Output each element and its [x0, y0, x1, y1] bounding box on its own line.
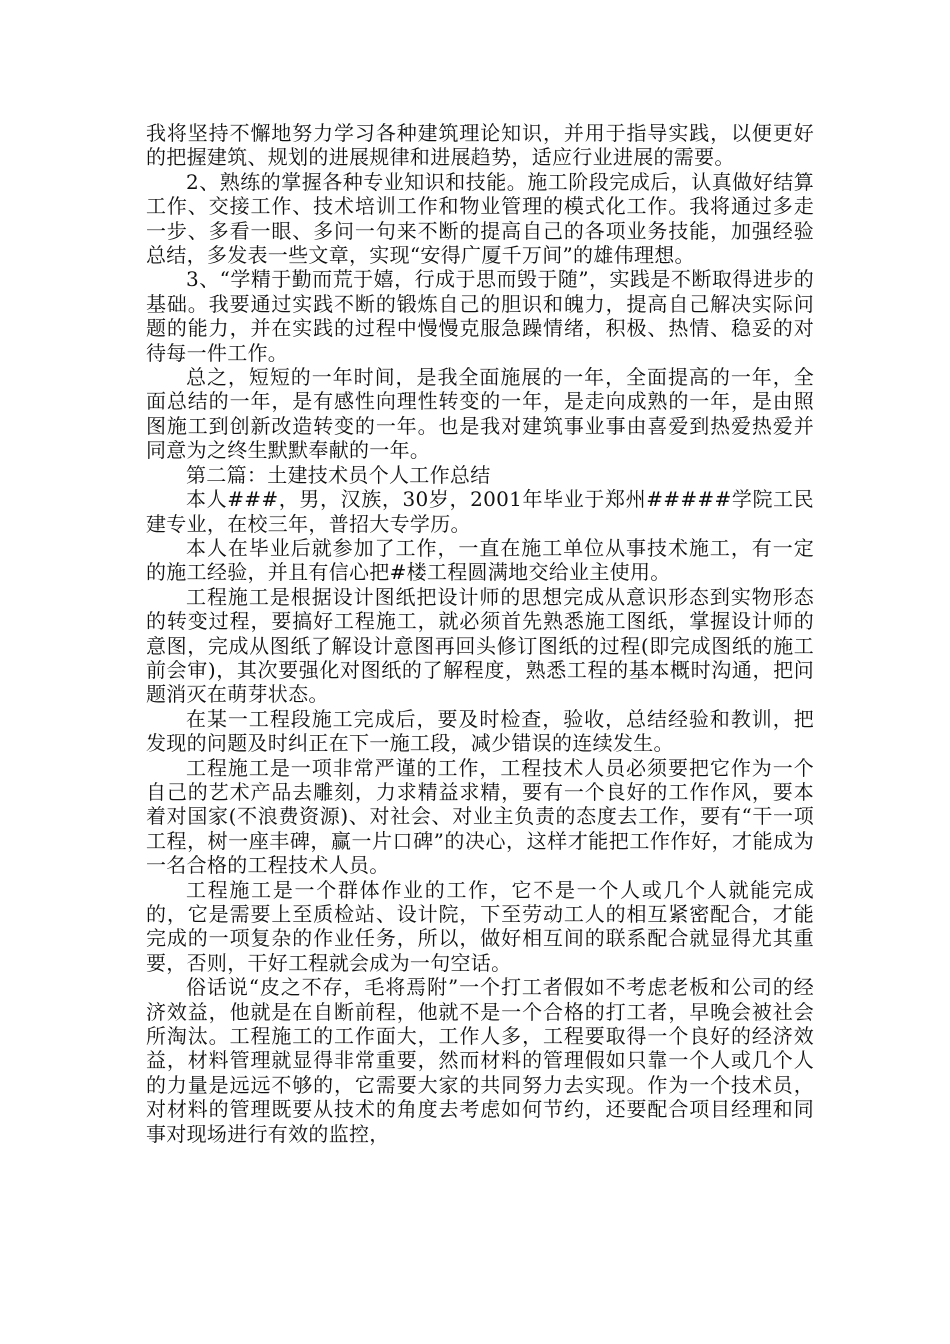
paragraph-experience: 本人在毕业后就参加了工作，一直在施工单位从事技术施工，有一定的施工经验，并且有信心把#楼工程圆满地交给业主使用。 [146, 535, 814, 585]
section-heading: 第二篇：土建技术员个人工作总结 [186, 462, 491, 487]
paragraph-summary: 总之，短短的一年时间，是我全面施展的一年，全面提高的一年，全面总结的一年，是有感性向理性转变的一年，是走向成熟的一年，是由照图施工到创新改造转变的一年。也是我对建筑事业事由喜爱到热爱热爱并同意为之终生默默奉献的一年。 [146, 365, 814, 463]
paragraph-continuation: 我将坚持不懈地努力学习各种建筑理论知识，并用于指导实践，以便更好的把握建筑、规划的进展规律和进展趋势，适应行业进展的需要。 [146, 121, 814, 170]
paragraph-inspection: 在某一工程段施工完成后，要及时检查，验收，总结经验和教训，把发现的问题及时纠正在下一施工段，减少错误的连续发生。 [146, 706, 814, 756]
document-body [146, 121, 814, 1146]
paragraph-item-2: 2、熟练的掌握各种专业知识和技能。施工阶段完成后，认真做好结算工作、交接工作、技术培训工作和物业管理的模式化工作。我将通过多走一步、多看一眼、多问一句来不断的提高自己的各项业务技能，加强经验总结，多发表一些文章，实现“安得广厦千万间”的雄伟理想。 [146, 169, 814, 268]
paragraph-item-3: 3、“学精于勤而荒于嬉，行成于思而毁于随”，实践是不断取得进步的基础。我要通过实践不断的锻炼自己的胆识和魄力，提高自己解决实际问题的能力，并在实践的过程中慢慢克服急躁情绪，积极、热情、稳妥的对待每一件工作。 [146, 267, 814, 365]
paragraph-drawings: 工程施工是根据设计图纸把设计师的思想完成从意识形态到实物形态的转变过程，要搞好工程施工，就必须首先熟悉施工图纸，掌握设计师的意图，完成从图纸了解设计意图再回头修订图纸的过程(即完成图纸的施工前会审)，其次要强化对图纸的了解程度，熟悉工程的基本概时沟通，把问题消灭在萌芽状态。 [146, 584, 814, 707]
paragraph-materials: 俗话说“皮之不存，毛将焉附”一个打工者假如不考虑老板和公司的经济效益，他就是在自断前程，他就不是一个合格的打工者，早晚会被社会所淘汰。工程施工的工作面大，工作人多，工程要取得一个良好的经济效益，材料管理就显得非常重要，然而材料的管理假如只靠一个人或几个人的力量是远远不够的，它需要大家的共同努力去实现。作为一个技术员，对材料的管理既要从技术的角度去考虑如何节约，还要配合项目经理和同事对现场进行有效的监控， [146, 975, 814, 1146]
paragraph-teamwork: 工程施工是一个群体作业的工作，它不是一个人或几个人就能完成的，它是需要上至质检站、设计院，下至劳动工人的相互紧密配合，才能完成的一项复杂的作业任务，所以，做好相互间的联系配合就显得尤其重要，否则，干好工程就会成为一句空话。 [146, 877, 814, 975]
paragraph-intro: 本人###，男，汉族，30岁，2001年毕业于郑州#####学院工民建专业，在校三年，普招大专学历。 [146, 487, 814, 536]
paragraph-rigor: 工程施工是一项非常严谨的工作，工程技术人员必须要把它作为一个自己的艺术产品去雕刻，力求精益求精，要有一个良好的工作作风，要本着对国家(不浪费资源)、对社会、对业主负责的态度去工作，要有“干一项工程，树一座丰碑，赢一片口碑”的决心，这样才能把工作作好，才能成为一名合格的工程技术人员。 [146, 755, 814, 878]
